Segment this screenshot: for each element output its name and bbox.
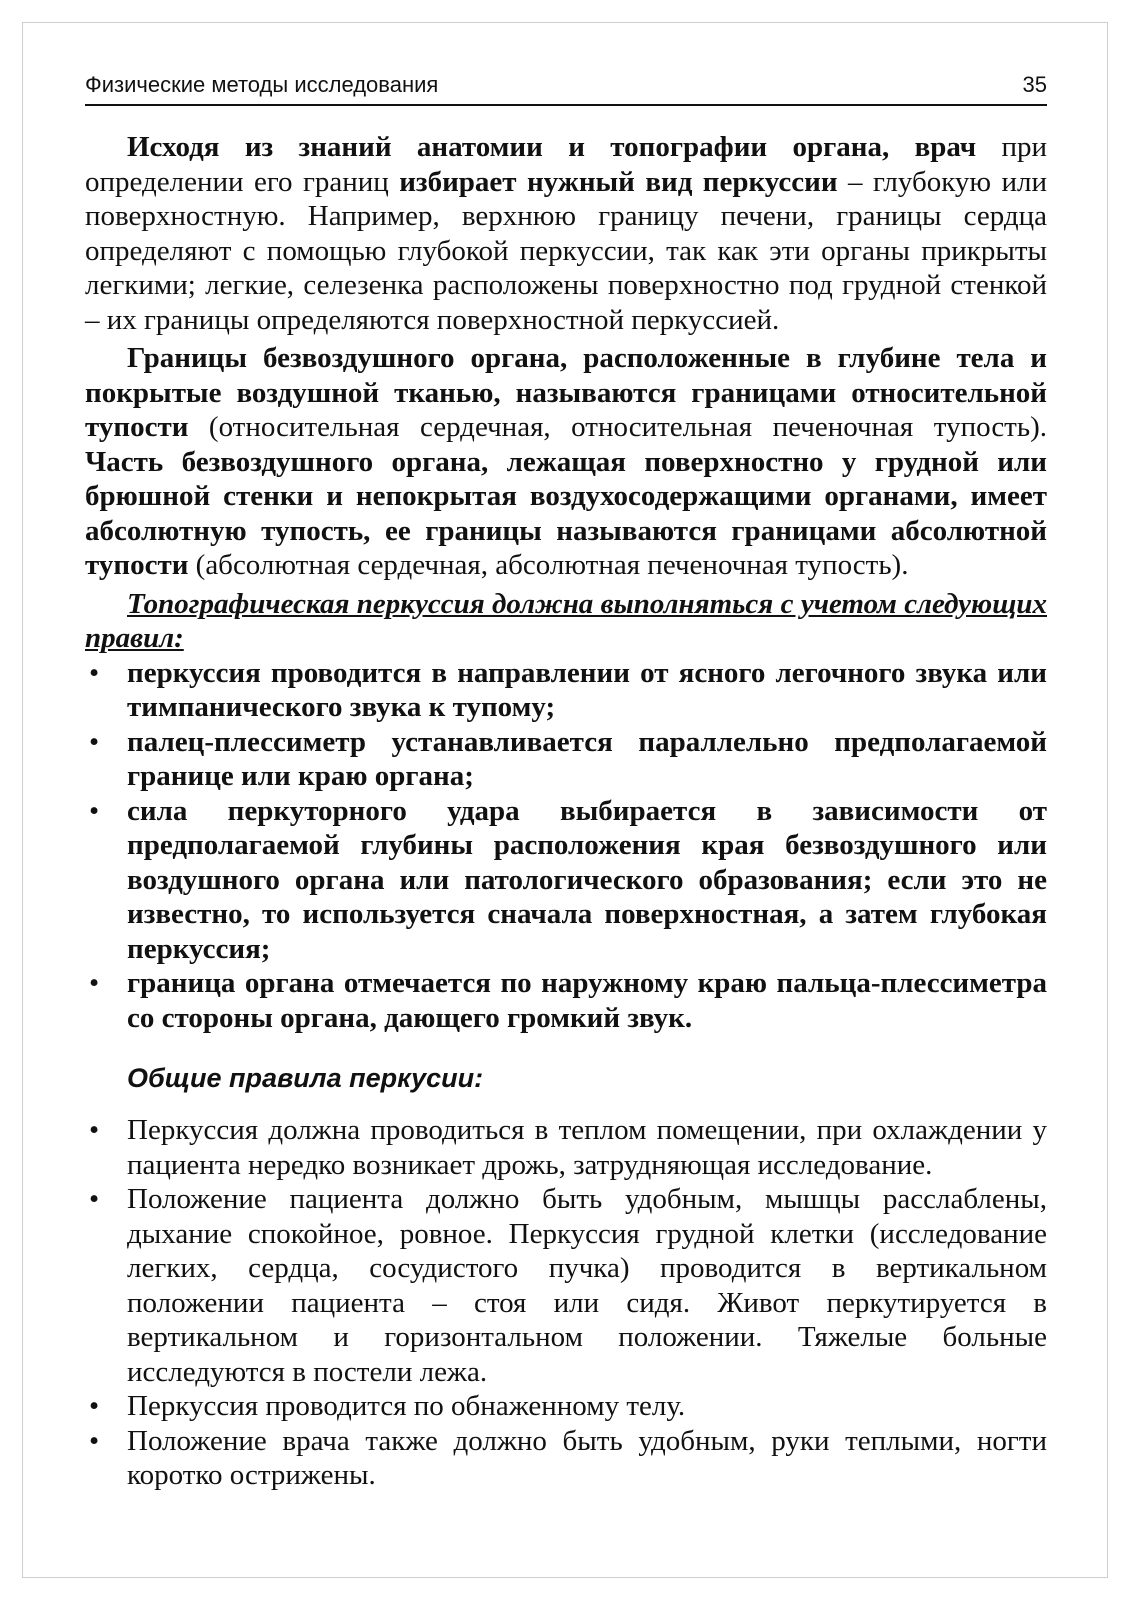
list-item-text: граница органа отмечается по наружному краю пальца-плессиметра со стороны органа, дающего громкий звук. [127, 967, 1047, 1034]
list-item [85, 1113, 1047, 1182]
list-item-text: Положение пациента должно быть удобным, мышцы расслаблены, дыхание спокойное, ровное. Перкуссия грудной клетки (исследование легких, сердца, сосудистого пучка) проводится в вертикальном положении пациента – стоя или сидя. Живот перкутируется в вертикальном и горизонтальном положении. Тяжелые больные исследуются в постели лежа. [127, 1183, 1047, 1388]
list-item [85, 1389, 1047, 1424]
bullet-icon: • [89, 656, 100, 689]
list-item [85, 1182, 1047, 1389]
bullet-icon: • [89, 794, 100, 827]
bullet-icon: • [89, 725, 100, 758]
bold-phrase: Исходя из знаний анатомии и топографии органа, врач [127, 131, 977, 163]
bullet-icon: • [89, 1390, 100, 1422]
list-item-text: перкуссия проводится в направлении от ясного легочного звука или тимпанического звука к тупому; [127, 656, 1047, 723]
page-content [85, 130, 1047, 1493]
section-title-general-rules: Общие правила перкусии: [127, 1063, 484, 1093]
text-run: – глубокую или поверхностную. Например, верхнюю границу печени, границы сердца определяют с помощью глубокой перкуссии, так как эти органы прикрыты легкими; легкие, селезенка расположены поверхностно под грудной стенкой – их границы определяются поверхностной перкуссией. [85, 165, 1048, 336]
bullet-icon: • [89, 1424, 100, 1457]
list-item-text: Перкуссия должна проводиться в теплом помещении, при охлаждении у пациента нередко возникает дрожь, затрудняющая исследование. [127, 1114, 1047, 1181]
text-run: (абсолютная сердечная, абсолютная печеночная тупость). [188, 549, 909, 581]
bold-phrase: избирает нужный вид перкуссии [399, 165, 838, 198]
text-run: при определении его границ [85, 131, 1047, 198]
list-item-text: сила перкуторного удара выбирается в зависимости от предполагаемой глубины расположения края безвоздушного или воздушного органа или патологического образования; если это не известно, то используется сначала поверхностная, а затем глубокая перкуссия; [127, 794, 1047, 965]
list-item [85, 1424, 1047, 1493]
topographic-rules-list [85, 656, 1047, 1036]
page-number: 35 [1022, 72, 1047, 97]
running-head [85, 70, 1047, 106]
list-item-text: палец-плессиметр устанавливается параллельно предполагаемой границе или краю органа; [127, 725, 1047, 792]
paragraph-percussion-choice [85, 130, 1047, 337]
general-rules-list [85, 1113, 1047, 1493]
bullet-icon: • [89, 967, 100, 999]
list-item-text: Перкуссия проводится по обнаженному телу. [127, 1390, 686, 1422]
bold-phrase: Границы безвоздушного органа, расположенные в глубине тела и покрытые воздушной тканью, называются границами относительной тупости [85, 342, 1047, 443]
list-item [85, 725, 1047, 794]
bold-phrase: Часть безвоздушного органа, лежащая поверхностно у грудной или брюшной стенки и непокрытая воздухосодержащими органами, имеет абсолютную тупость, ее границы называются границами абсолютной тупости [85, 445, 1047, 581]
list-item [85, 656, 1047, 725]
list-item [85, 966, 1047, 1035]
running-head-title: Физические методы исследования [85, 72, 439, 97]
list-item-text: Положение врача также должно быть удобным, руки теплыми, ногти коротко острижены. [127, 1424, 1047, 1491]
bullet-icon: • [89, 1183, 100, 1215]
text-run: (относительная сердечная, относительная печеночная тупость). [188, 411, 1047, 443]
paragraph-dullness-borders [85, 341, 1047, 583]
topographic-rules-heading: Топографическая перкуссия должна выполняться с учетом следующих правил: [85, 587, 1047, 654]
list-item [85, 794, 1047, 967]
bullet-icon: • [89, 1114, 100, 1146]
